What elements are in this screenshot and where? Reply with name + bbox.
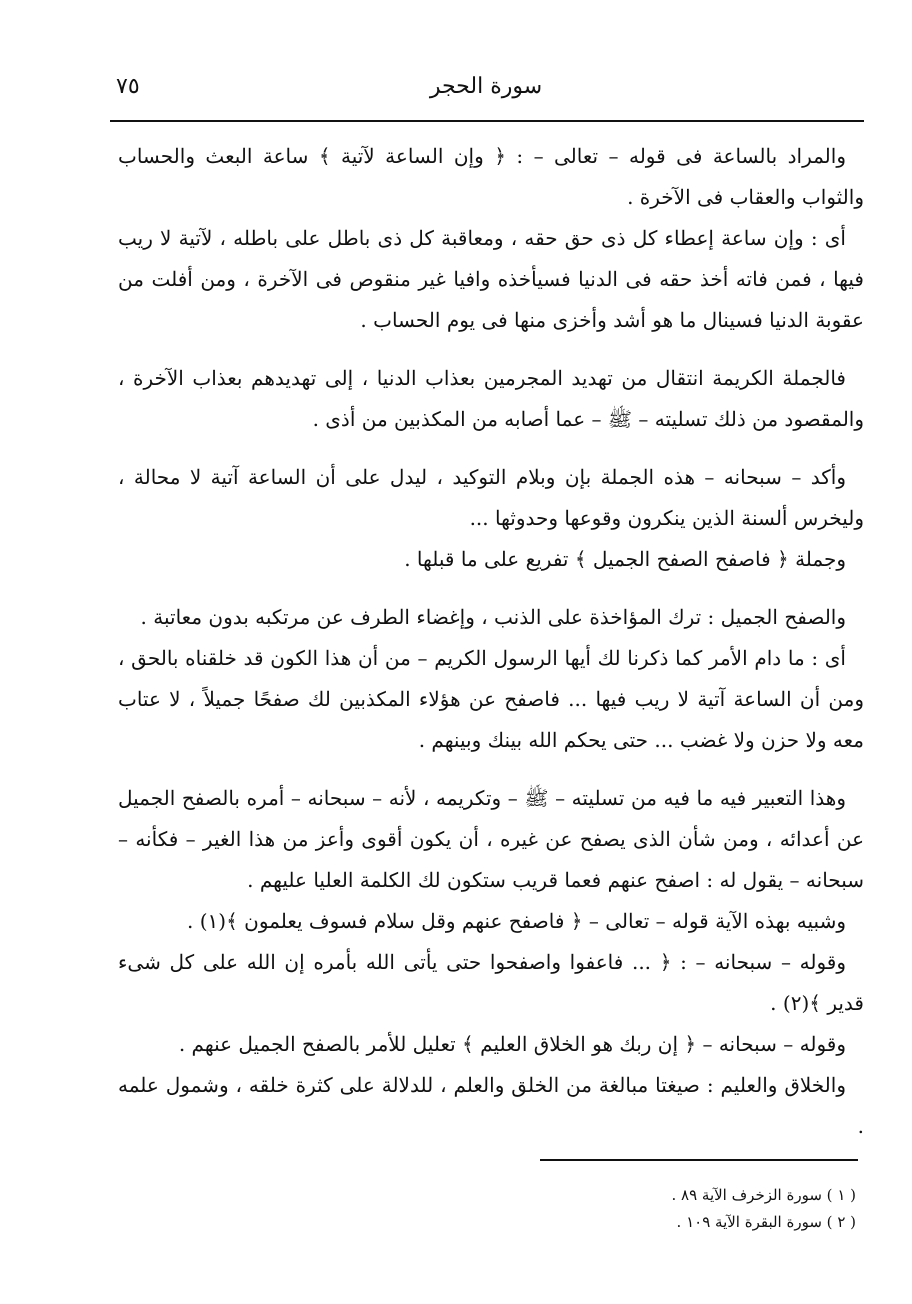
running-title: سورة الحجر [429,74,543,99]
paragraph-10: وقوله – سبحانه – : ﴿ ... فاعفوا واصفحوا حتى يأتى الله بأمره إن الله على كل شىء قدير ﴾(٢) . [118,950,864,1015]
paragraph-5: وجملة ﴿ فاصفح الصفح الجميل ﴾ تفريع على ما قبلها . [404,547,846,571]
body-text [118,136,864,1147]
paragraph-3: فالجملة الكريمة انتقال من تهديد المجرمين بعذاب الدنيا ، إلى تهديدهم بعذاب الآخرة ، والمقصود من ذلك تسليته – ﷺ – عما أصابه من المكذبين من أذى . [118,366,864,431]
paragraph-11: وقوله – سبحانه – ﴿ إن ربك هو الخلاق العليم ﴾ تعليل للأمر بالصفح الجميل عنهم . [178,1032,846,1056]
paragraph-6: والصفح الجميل : ترك المؤاخذة على الذنب ، وإغضاء الطرف عن مرتكبه بدون معاتبة . [140,605,846,629]
paragraph-1: والمراد بالساعة فى قوله – تعالى – : ﴿ وإن الساعة لآتية ﴾ ساعة البعث والحساب والثواب والعقاب فى الآخرة . [118,144,864,209]
paragraph-9: وشبيه بهذه الآية قوله – تعالى – ﴿ فاصفح عنهم وقل سلام فسوف يعلمون ﴾(١) . [186,909,846,933]
paragraph-8: وهذا التعبير فيه ما فيه من تسليته – ﷺ – وتكريمه ، لأنه – سبحانه – أمره بالصفح الجميل عن أعدائه ، ومن شأن الذى يصفح عن غيره ، أن يكون أقوى وأعز من هذا الغير – فكأنه – سبحانه – يقول له : اصفح عنهم فعما قريب ستكون لك الكلمة العليا عليهم . [118,786,864,892]
header-divider [110,120,864,122]
page-number: ٧٥ [116,74,140,99]
paragraph-2: أى : وإن ساعة إعطاء كل ذى حق حقه ، ومعاقبة كل ذى باطل على باطله ، لآتية لا ريب فيها ، فمن فاته أخذ حقه فى الدنيا فسيأخذه وافيا غير منقوص فى الآخرة ، ومن أفلت من عقوبة الدنيا فسينال ما هو أشد وأخزى منها فى يوم الحساب . [118,226,864,332]
paragraph-4: وأكد – سبحانه – هذه الجملة بإن وبلام التوكيد ، ليدل على أن الساعة آتية لا محالة ، وليخرس ألسنة الذين ينكرون وقوعها وحدوثها ... [118,465,864,530]
footnote-1: ( ١ ) سورة الزخرف الآية ٨٩ . [671,1186,856,1204]
paragraph-12: والخلاق والعليم : صيغتا مبالغة من الخلق والعلم ، للدلالة على كثرة خلقه ، وشمول علمه . [118,1073,864,1138]
paragraph-7: أى : ما دام الأمر كما ذكرنا لك أيها الرسول الكريم – من أن هذا الكون قد خلقناه بالحق ، ومن أن الساعة آتية لا ريب فيها ... فاصفح عن هؤلاء المكذبين لك صفحًا جميلاً ، لا عتاب معه ولا حزن ولا غضب ... حتى يحكم الله بينك وبينهم . [118,646,864,752]
page-header [110,70,862,110]
footnote-divider [540,1159,858,1161]
footnote-2: ( ٢ ) سورة البقرة الآية ١٠٩ . [676,1213,856,1231]
footnotes [440,1182,856,1236]
